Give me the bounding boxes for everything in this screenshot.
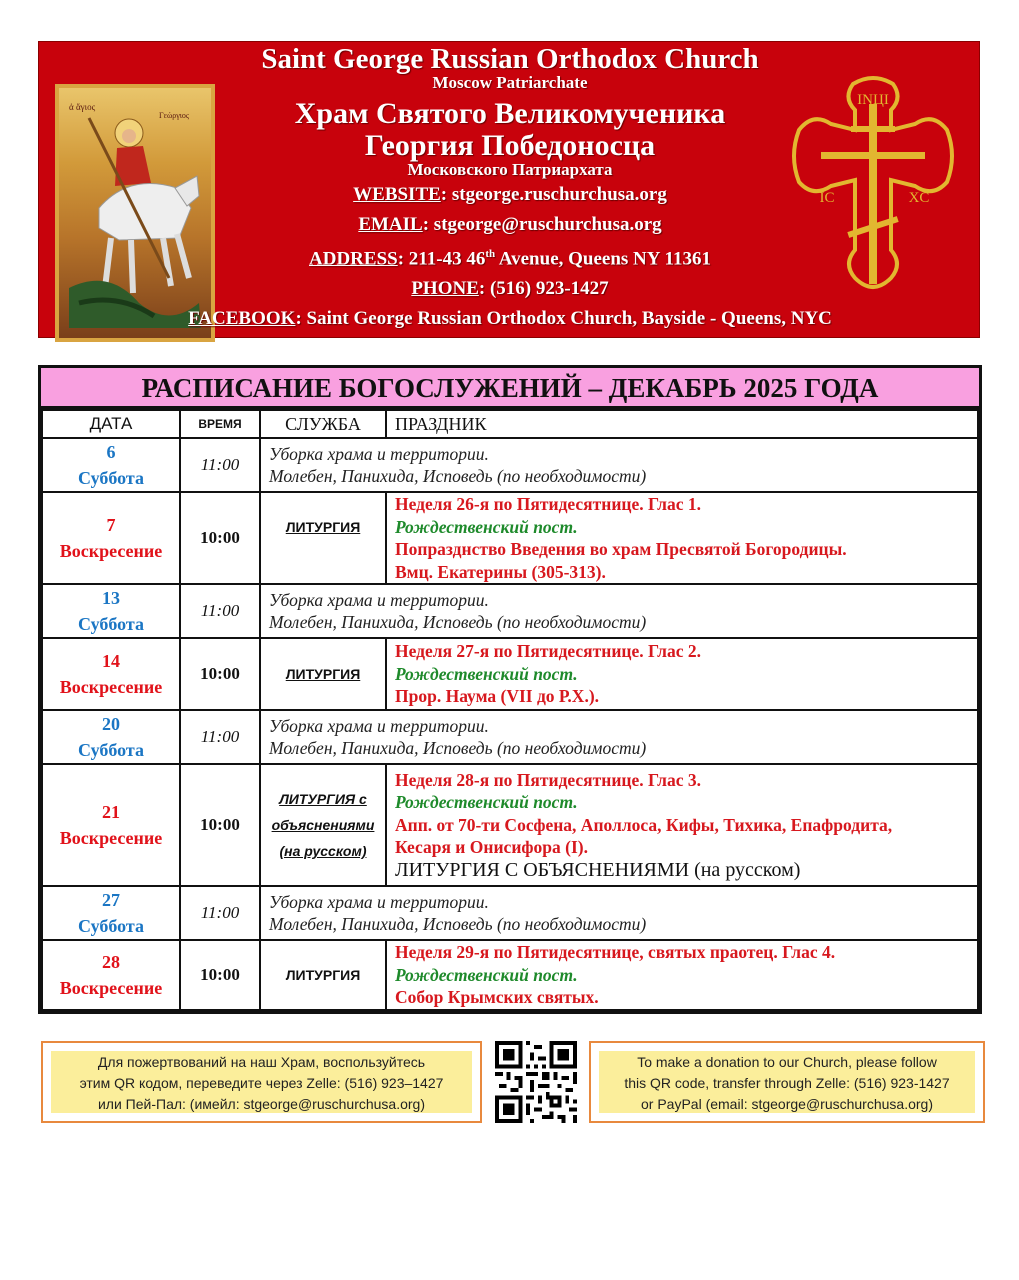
- donation-line: Для пожертвований на наш Храм, воспользуйтесь: [97, 1054, 426, 1070]
- feast-cell: [386, 638, 978, 710]
- donation-line: или Пей-Пал: (имейл: stgeorge@ruschurchusa.org): [97, 1096, 425, 1112]
- time-cell: 11:00: [180, 438, 260, 492]
- facebook-line: [39, 308, 981, 330]
- weekday: Суббота: [78, 468, 144, 488]
- church-name-russian-line1: Храм Святого Великомученика: [294, 97, 726, 130]
- orthodox-cross-icon: [791, 74, 955, 298]
- facebook-label: FACEBOOK: [188, 308, 296, 329]
- description-line: Молебен, Панихида, Исповедь (по необходимости): [269, 738, 647, 758]
- address-value-part1: : 211-43 46: [397, 248, 486, 270]
- feast-note-line: ЛИТУРГИЯ С ОБЪЯСНЕНИЯМИ (на русском): [395, 858, 801, 881]
- feast-line: Прор. Наума (VII до Р.Х.).: [395, 686, 600, 707]
- day-number: 6: [106, 442, 116, 462]
- feast-line: Кесаря и Онисифора (I).: [395, 837, 588, 858]
- column-header-time: ВРЕМЯ: [180, 410, 260, 438]
- time-cell: 10:00: [180, 638, 260, 710]
- description-cell: [260, 886, 978, 940]
- church-name-english: Saint George Russian Orthodox Church: [261, 43, 759, 75]
- donation-line: этим QR кодом, переведите через Zelle: (516) 923–1427: [79, 1075, 444, 1091]
- fast-line: Рождественский пост.: [395, 964, 578, 985]
- service-schedule: [38, 365, 982, 1014]
- email-link[interactable]: : stgeorge@ruschurchusa.org: [422, 214, 662, 235]
- day-number: 7: [106, 515, 116, 535]
- donation-text-english: [599, 1051, 975, 1113]
- service-cell: ЛИТУРГИЯ: [260, 638, 386, 710]
- day-number: 21: [102, 802, 120, 822]
- facebook-value[interactable]: : Saint George Russian Orthodox Church, Bayside - Queens, NYC: [295, 308, 832, 329]
- donation-box-english: [589, 1041, 985, 1123]
- phone-value[interactable]: : (516) 923-1427: [478, 278, 609, 299]
- column-header-service: СЛУЖБА: [260, 410, 386, 438]
- donation-box-russian: [41, 1041, 482, 1123]
- description-line: Уборка храма и территории.: [269, 589, 489, 610]
- table-row: [42, 764, 978, 886]
- feast-line: Апп. от 70-ти Сосфена, Аполлоса, Кифы, Тихика, Епафродита,: [395, 814, 893, 835]
- column-header-date: ДАТА: [42, 410, 180, 438]
- feast-line: Попразднство Введения во храм Пресвятой Богородицы.: [395, 539, 847, 559]
- day-number: 28: [102, 952, 120, 972]
- patriarchate-english: Moscow Patriarchate: [432, 73, 588, 92]
- time-cell: 11:00: [180, 886, 260, 940]
- schedule-title: РАСПИСАНИЕ БОГОСЛУЖЕНИЙ – ДЕКАБРЬ 2025 ГОДА: [41, 368, 979, 409]
- date-cell: [42, 584, 180, 638]
- table-row: [42, 940, 978, 1010]
- address-value-part2: Avenue, Queens NY 11361: [495, 248, 711, 270]
- date-cell: [42, 710, 180, 764]
- date-cell: [42, 764, 180, 886]
- cross-inscription-top: INЦI: [857, 92, 889, 108]
- description-cell: [260, 438, 978, 492]
- fast-line: Рождественский пост.: [395, 792, 578, 813]
- feast-cell: [386, 492, 978, 584]
- donation-text-russian: [51, 1051, 472, 1113]
- feast-line: Собор Крымских святых.: [395, 987, 599, 1008]
- fast-line: Рождественский пост.: [395, 663, 578, 684]
- table-row: [42, 584, 978, 638]
- feast-cell: [386, 764, 978, 886]
- feast-line: Вмц. Екатерины (305-313).: [395, 561, 606, 582]
- day-number: 14: [102, 651, 120, 671]
- description-line: Уборка храма и территории.: [269, 443, 489, 464]
- service-line: (на русском): [279, 843, 367, 859]
- time-cell: 11:00: [180, 710, 260, 764]
- weekday: Суббота: [78, 740, 144, 760]
- table-row: [42, 438, 978, 492]
- table-row: [42, 710, 978, 764]
- service-line: ЛИТУРГИЯ с: [279, 791, 367, 807]
- icon-inscription-left: ἁ ἅγιος: [69, 102, 96, 112]
- icon-inscription-right: Γεώργιος: [159, 111, 190, 120]
- feast-line: Неделя 28-я по Пятидесятнице. Глас 3.: [395, 769, 701, 790]
- table-row: [42, 638, 978, 710]
- cross-inscription-left: IC: [819, 190, 835, 206]
- table-row: [42, 492, 978, 584]
- weekday: Воскресение: [59, 541, 163, 561]
- cross-inscription-right: XC: [908, 190, 930, 206]
- date-cell: [42, 438, 180, 492]
- service-cell: [260, 764, 386, 886]
- service-cell: ЛИТУРГИЯ: [260, 492, 386, 584]
- fast-line: Рождественский пост.: [395, 516, 578, 537]
- website-label: WEBSITE: [353, 184, 441, 205]
- table-header-row: [42, 410, 978, 438]
- description-cell: [260, 710, 978, 764]
- day-number: 27: [102, 890, 120, 910]
- donation-line: To make a donation to our Church, please follow: [637, 1054, 937, 1070]
- address-superscript: th: [485, 248, 496, 260]
- donation-line: this QR code, transfer through Zelle: (516) 923-1427: [624, 1075, 950, 1091]
- date-cell: [42, 492, 180, 584]
- donation-qr-code[interactable]: [494, 1041, 578, 1123]
- date-cell: [42, 638, 180, 710]
- service-cell: ЛИТУРГИЯ: [260, 940, 386, 1010]
- time-cell: 11:00: [180, 584, 260, 638]
- time-cell: 10:00: [180, 764, 260, 886]
- description-line: Молебен, Панихида, Исповедь (по необходимости): [269, 466, 647, 486]
- description-line: Уборка храма и территории.: [269, 891, 489, 912]
- donation-line: or PayPal (email: stgeorge@ruschurchusa.org): [640, 1096, 933, 1112]
- service-line: объяснениями: [271, 817, 375, 833]
- email-label: EMAIL: [358, 214, 423, 235]
- feast-line: Неделя 29-я по Пятидесятнице, святых праотец. Глас 4.: [395, 942, 836, 963]
- time-cell: 10:00: [180, 940, 260, 1010]
- feast-line: Неделя 26-я по Пятидесятнице. Глас 1.: [395, 494, 701, 514]
- patriarchate-russian: Московского Патриархата: [407, 160, 613, 179]
- feast-line: Неделя 27-я по Пятидесятнице. Глас 2.: [395, 641, 701, 662]
- date-cell: [42, 940, 180, 1010]
- table-row: [42, 886, 978, 940]
- weekday: Суббота: [78, 916, 144, 936]
- description-line: Молебен, Панихида, Исповедь (по необходимости): [269, 612, 647, 632]
- date-cell: [42, 886, 180, 940]
- weekday: Воскресение: [59, 978, 163, 998]
- feast-cell: [386, 940, 978, 1010]
- weekday: Воскресение: [59, 677, 163, 697]
- time-cell: 10:00: [180, 492, 260, 584]
- church-name-russian-line2: Георгия Победоносца: [364, 129, 656, 162]
- weekday: Воскресение: [59, 828, 163, 848]
- description-line: Молебен, Панихида, Исповедь (по необходимости): [269, 914, 647, 934]
- description-line: Уборка храма и территории.: [269, 715, 489, 736]
- weekday: Суббота: [78, 614, 144, 634]
- day-number: 13: [102, 588, 120, 608]
- column-header-feast: ПРАЗДНИК: [386, 410, 978, 438]
- phone-label: PHONE: [411, 278, 479, 299]
- church-header: [38, 41, 980, 338]
- day-number: 20: [102, 714, 120, 734]
- address-label: ADDRESS: [309, 248, 398, 270]
- website-link[interactable]: : stgeorge.ruschurchusa.org: [440, 184, 667, 205]
- description-cell: [260, 584, 978, 638]
- schedule-table: [41, 409, 979, 1011]
